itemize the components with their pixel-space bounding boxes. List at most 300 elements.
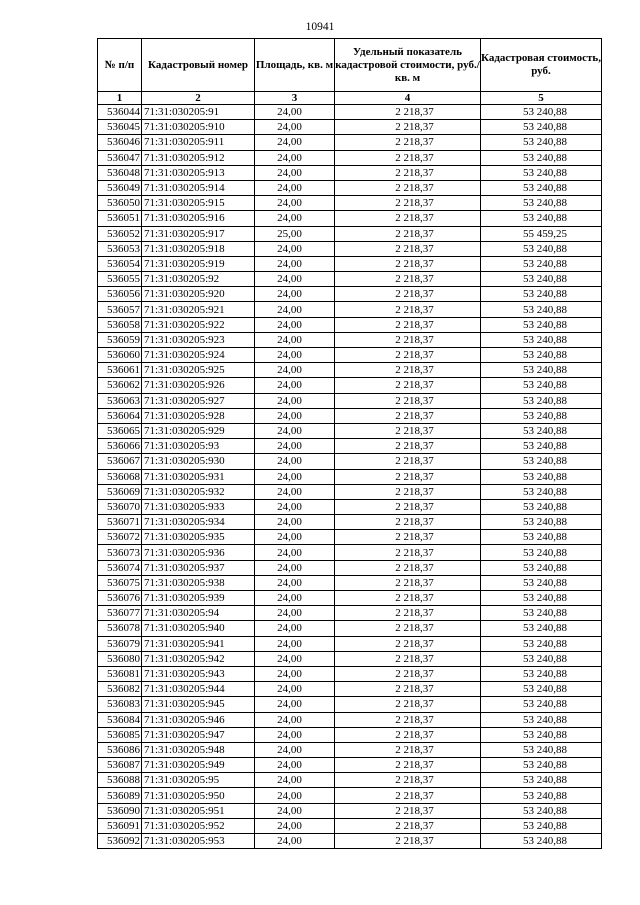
row-number-cell: 536086	[98, 742, 142, 757]
area-cell: 24,00	[255, 150, 335, 165]
cadastral-number-cell: 71:31:030205:940	[142, 621, 255, 636]
cadastral-number-cell: 71:31:030205:937	[142, 560, 255, 575]
area-cell: 24,00	[255, 302, 335, 317]
area-cell: 24,00	[255, 651, 335, 666]
row-number-cell: 536057	[98, 302, 142, 317]
area-cell: 24,00	[255, 165, 335, 180]
area-cell: 24,00	[255, 105, 335, 120]
header-cadastral-number: Кадастровый номер	[142, 39, 255, 92]
area-cell: 24,00	[255, 742, 335, 757]
row-number-cell: 536044	[98, 105, 142, 120]
specific-value-cell: 2 218,37	[335, 439, 481, 454]
cadastral-value-cell: 53 240,88	[481, 515, 602, 530]
row-number-cell: 536059	[98, 332, 142, 347]
specific-value-cell: 2 218,37	[335, 697, 481, 712]
cadastral-number-cell: 71:31:030205:918	[142, 241, 255, 256]
cadastral-value-cell: 53 240,88	[481, 348, 602, 363]
specific-value-cell: 2 218,37	[335, 515, 481, 530]
table-row	[98, 454, 602, 469]
area-cell: 24,00	[255, 180, 335, 195]
area-cell: 24,00	[255, 256, 335, 271]
row-number-cell: 536073	[98, 545, 142, 560]
cadastral-value-table	[97, 38, 602, 849]
cadastral-value-cell: 53 240,88	[481, 332, 602, 347]
cadastral-number-cell: 71:31:030205:914	[142, 180, 255, 195]
cadastral-value-cell: 53 240,88	[481, 180, 602, 195]
cadastral-value-cell: 53 240,88	[481, 545, 602, 560]
cadastral-value-cell: 53 240,88	[481, 788, 602, 803]
table-row	[98, 727, 602, 742]
cadastral-value-cell: 53 240,88	[481, 773, 602, 788]
cadastral-number-cell: 71:31:030205:942	[142, 651, 255, 666]
cadastral-value-cell: 53 240,88	[481, 287, 602, 302]
specific-value-cell: 2 218,37	[335, 332, 481, 347]
cadastral-value-cell: 53 240,88	[481, 666, 602, 681]
area-cell: 24,00	[255, 196, 335, 211]
row-number-cell: 536083	[98, 697, 142, 712]
table-row	[98, 560, 602, 575]
row-number-cell: 536058	[98, 317, 142, 332]
area-cell: 24,00	[255, 697, 335, 712]
cadastral-value-cell: 53 240,88	[481, 469, 602, 484]
table-row	[98, 363, 602, 378]
area-cell: 24,00	[255, 530, 335, 545]
area-cell: 24,00	[255, 560, 335, 575]
column-number: 3	[255, 92, 335, 105]
area-cell: 24,00	[255, 636, 335, 651]
area-cell: 25,00	[255, 226, 335, 241]
specific-value-cell: 2 218,37	[335, 788, 481, 803]
row-number-cell: 536050	[98, 196, 142, 211]
cadastral-value-cell: 53 240,88	[481, 211, 602, 226]
cadastral-number-cell: 71:31:030205:939	[142, 591, 255, 606]
specific-value-cell: 2 218,37	[335, 484, 481, 499]
area-cell: 24,00	[255, 439, 335, 454]
specific-value-cell: 2 218,37	[335, 636, 481, 651]
table-row	[98, 515, 602, 530]
cadastral-value-cell: 53 240,88	[481, 196, 602, 211]
row-number-cell: 536055	[98, 272, 142, 287]
cadastral-value-cell: 53 240,88	[481, 165, 602, 180]
cadastral-value-cell: 53 240,88	[481, 241, 602, 256]
table-row	[98, 241, 602, 256]
row-number-cell: 536075	[98, 575, 142, 590]
table-row	[98, 636, 602, 651]
row-number-cell: 536080	[98, 651, 142, 666]
specific-value-cell: 2 218,37	[335, 135, 481, 150]
table-row	[98, 545, 602, 560]
area-cell: 24,00	[255, 120, 335, 135]
cadastral-number-cell: 71:31:030205:95	[142, 773, 255, 788]
table-row	[98, 803, 602, 818]
specific-value-cell: 2 218,37	[335, 651, 481, 666]
area-cell: 24,00	[255, 712, 335, 727]
table-row	[98, 758, 602, 773]
table-row	[98, 348, 602, 363]
row-number-cell: 536070	[98, 499, 142, 514]
area-cell: 24,00	[255, 591, 335, 606]
cadastral-value-cell: 53 240,88	[481, 317, 602, 332]
specific-value-cell: 2 218,37	[335, 302, 481, 317]
cadastral-number-cell: 71:31:030205:935	[142, 530, 255, 545]
cadastral-value-cell: 53 240,88	[481, 302, 602, 317]
cadastral-value-cell: 53 240,88	[481, 150, 602, 165]
cadastral-value-cell: 53 240,88	[481, 818, 602, 833]
cadastral-number-cell: 71:31:030205:947	[142, 727, 255, 742]
specific-value-cell: 2 218,37	[335, 818, 481, 833]
row-number-cell: 536061	[98, 363, 142, 378]
table-row	[98, 180, 602, 195]
cadastral-number-cell: 71:31:030205:915	[142, 196, 255, 211]
cadastral-number-cell: 71:31:030205:916	[142, 211, 255, 226]
table-row	[98, 697, 602, 712]
cadastral-value-cell: 53 240,88	[481, 606, 602, 621]
area-cell: 24,00	[255, 332, 335, 347]
row-number-cell: 536065	[98, 423, 142, 438]
cadastral-number-cell: 71:31:030205:934	[142, 515, 255, 530]
cadastral-value-cell: 53 240,88	[481, 742, 602, 757]
row-number-cell: 536090	[98, 803, 142, 818]
row-number-cell: 536089	[98, 788, 142, 803]
row-number-cell: 536088	[98, 773, 142, 788]
area-cell: 24,00	[255, 454, 335, 469]
specific-value-cell: 2 218,37	[335, 469, 481, 484]
table-row	[98, 287, 602, 302]
specific-value-cell: 2 218,37	[335, 742, 481, 757]
cadastral-number-cell: 71:31:030205:912	[142, 150, 255, 165]
cadastral-value-cell: 53 240,88	[481, 135, 602, 150]
cadastral-value-cell: 53 240,88	[481, 560, 602, 575]
table-row	[98, 211, 602, 226]
specific-value-cell: 2 218,37	[335, 287, 481, 302]
table-row	[98, 135, 602, 150]
cadastral-number-cell: 71:31:030205:92	[142, 272, 255, 287]
specific-value-cell: 2 218,37	[335, 272, 481, 287]
row-number-cell: 536072	[98, 530, 142, 545]
column-number: 5	[481, 92, 602, 105]
specific-value-cell: 2 218,37	[335, 150, 481, 165]
row-number-cell: 536085	[98, 727, 142, 742]
cadastral-number-cell: 71:31:030205:938	[142, 575, 255, 590]
header-row	[98, 39, 602, 92]
cadastral-number-cell: 71:31:030205:925	[142, 363, 255, 378]
area-cell: 24,00	[255, 515, 335, 530]
cadastral-number-cell: 71:31:030205:91	[142, 105, 255, 120]
specific-value-cell: 2 218,37	[335, 211, 481, 226]
area-cell: 24,00	[255, 788, 335, 803]
specific-value-cell: 2 218,37	[335, 606, 481, 621]
cadastral-number-cell: 71:31:030205:920	[142, 287, 255, 302]
row-number-cell: 536048	[98, 165, 142, 180]
area-cell: 24,00	[255, 666, 335, 681]
row-number-cell: 536053	[98, 241, 142, 256]
cadastral-value-cell: 53 240,88	[481, 272, 602, 287]
cadastral-number-cell: 71:31:030205:949	[142, 758, 255, 773]
area-cell: 24,00	[255, 393, 335, 408]
cadastral-number-cell: 71:31:030205:945	[142, 697, 255, 712]
cadastral-number-cell: 71:31:030205:944	[142, 682, 255, 697]
specific-value-cell: 2 218,37	[335, 621, 481, 636]
cadastral-value-cell: 53 240,88	[481, 378, 602, 393]
specific-value-cell: 2 218,37	[335, 499, 481, 514]
specific-value-cell: 2 218,37	[335, 545, 481, 560]
cadastral-number-cell: 71:31:030205:928	[142, 408, 255, 423]
table-row	[98, 256, 602, 271]
specific-value-cell: 2 218,37	[335, 727, 481, 742]
area-cell: 24,00	[255, 241, 335, 256]
cadastral-value-cell: 53 240,88	[481, 120, 602, 135]
specific-value-cell: 2 218,37	[335, 591, 481, 606]
area-cell: 24,00	[255, 818, 335, 833]
specific-value-cell: 2 218,37	[335, 560, 481, 575]
row-number-cell: 536071	[98, 515, 142, 530]
specific-value-cell: 2 218,37	[335, 773, 481, 788]
area-cell: 24,00	[255, 348, 335, 363]
row-number-cell: 536084	[98, 712, 142, 727]
row-number-cell: 536052	[98, 226, 142, 241]
area-cell: 24,00	[255, 803, 335, 818]
cadastral-value-cell: 53 240,88	[481, 591, 602, 606]
specific-value-cell: 2 218,37	[335, 834, 481, 849]
area-cell: 24,00	[255, 287, 335, 302]
table-row	[98, 591, 602, 606]
specific-value-cell: 2 218,37	[335, 348, 481, 363]
specific-value-cell: 2 218,37	[335, 575, 481, 590]
cadastral-number-cell: 71:31:030205:921	[142, 302, 255, 317]
cadastral-number-cell: 71:31:030205:946	[142, 712, 255, 727]
cadastral-value-cell: 53 240,88	[481, 758, 602, 773]
table-row	[98, 469, 602, 484]
cadastral-value-cell: 53 240,88	[481, 439, 602, 454]
table-row	[98, 712, 602, 727]
cadastral-number-cell: 71:31:030205:933	[142, 499, 255, 514]
cadastral-value-cell: 53 240,88	[481, 712, 602, 727]
page-number: 10941	[305, 21, 335, 33]
cadastral-value-cell: 53 240,88	[481, 621, 602, 636]
row-number-cell: 536069	[98, 484, 142, 499]
header-cadastral-value: Кадастровая стоимость, руб.	[481, 39, 602, 92]
area-cell: 24,00	[255, 272, 335, 287]
table-row	[98, 666, 602, 681]
row-number-cell: 536062	[98, 378, 142, 393]
cadastral-number-cell: 71:31:030205:911	[142, 135, 255, 150]
specific-value-cell: 2 218,37	[335, 180, 481, 195]
specific-value-cell: 2 218,37	[335, 120, 481, 135]
area-cell: 24,00	[255, 773, 335, 788]
cadastral-number-cell: 71:31:030205:931	[142, 469, 255, 484]
table-row	[98, 439, 602, 454]
row-number-cell: 536079	[98, 636, 142, 651]
column-number: 1	[98, 92, 142, 105]
cadastral-value-cell: 53 240,88	[481, 636, 602, 651]
area-cell: 24,00	[255, 423, 335, 438]
cadastral-value-cell: 53 240,88	[481, 484, 602, 499]
table-row	[98, 818, 602, 833]
row-number-cell: 536087	[98, 758, 142, 773]
table-row	[98, 105, 602, 120]
table-body	[98, 105, 602, 849]
row-number-cell: 536063	[98, 393, 142, 408]
cadastral-value-cell: 55 459,25	[481, 226, 602, 241]
table-row	[98, 606, 602, 621]
area-cell: 24,00	[255, 606, 335, 621]
header-area: Площадь, кв. м	[255, 39, 335, 92]
table-row	[98, 196, 602, 211]
row-number-cell: 536074	[98, 560, 142, 575]
cadastral-number-cell: 71:31:030205:913	[142, 165, 255, 180]
cadastral-value-cell: 53 240,88	[481, 454, 602, 469]
column-number-row	[98, 92, 602, 105]
cadastral-number-cell: 71:31:030205:936	[142, 545, 255, 560]
area-cell: 24,00	[255, 211, 335, 226]
row-number-cell: 536067	[98, 454, 142, 469]
area-cell: 24,00	[255, 834, 335, 849]
specific-value-cell: 2 218,37	[335, 378, 481, 393]
table-row	[98, 788, 602, 803]
specific-value-cell: 2 218,37	[335, 758, 481, 773]
table-row	[98, 165, 602, 180]
table-row	[98, 834, 602, 849]
cadastral-number-cell: 71:31:030205:952	[142, 818, 255, 833]
table-row	[98, 773, 602, 788]
cadastral-value-cell: 53 240,88	[481, 651, 602, 666]
cadastral-value-cell: 53 240,88	[481, 408, 602, 423]
cadastral-number-cell: 71:31:030205:948	[142, 742, 255, 757]
table-row	[98, 651, 602, 666]
cadastral-number-cell: 71:31:030205:923	[142, 332, 255, 347]
row-number-cell: 536060	[98, 348, 142, 363]
area-cell: 24,00	[255, 363, 335, 378]
cadastral-value-cell: 53 240,88	[481, 575, 602, 590]
cadastral-value-cell: 53 240,88	[481, 834, 602, 849]
cadastral-number-cell: 71:31:030205:927	[142, 393, 255, 408]
cadastral-value-cell: 53 240,88	[481, 363, 602, 378]
row-number-cell: 536068	[98, 469, 142, 484]
row-number-cell: 536078	[98, 621, 142, 636]
table-row	[98, 408, 602, 423]
cadastral-value-cell: 53 240,88	[481, 697, 602, 712]
table-row	[98, 742, 602, 757]
column-number: 4	[335, 92, 481, 105]
cadastral-number-cell: 71:31:030205:930	[142, 454, 255, 469]
row-number-cell: 536051	[98, 211, 142, 226]
table-row	[98, 332, 602, 347]
row-number-cell: 536077	[98, 606, 142, 621]
cadastral-value-cell: 53 240,88	[481, 423, 602, 438]
area-cell: 24,00	[255, 682, 335, 697]
specific-value-cell: 2 218,37	[335, 454, 481, 469]
table-row	[98, 423, 602, 438]
specific-value-cell: 2 218,37	[335, 530, 481, 545]
area-cell: 24,00	[255, 545, 335, 560]
cadastral-number-cell: 71:31:030205:932	[142, 484, 255, 499]
cadastral-value-cell: 53 240,88	[481, 499, 602, 514]
cadastral-value-cell: 53 240,88	[481, 256, 602, 271]
row-number-cell: 536091	[98, 818, 142, 833]
table-row	[98, 120, 602, 135]
specific-value-cell: 2 218,37	[335, 408, 481, 423]
area-cell: 24,00	[255, 408, 335, 423]
row-number-cell: 536064	[98, 408, 142, 423]
cadastral-number-cell: 71:31:030205:910	[142, 120, 255, 135]
cadastral-number-cell: 71:31:030205:924	[142, 348, 255, 363]
specific-value-cell: 2 218,37	[335, 666, 481, 681]
cadastral-number-cell: 71:31:030205:94	[142, 606, 255, 621]
row-number-cell: 536081	[98, 666, 142, 681]
table-row	[98, 682, 602, 697]
area-cell: 24,00	[255, 135, 335, 150]
table-row	[98, 378, 602, 393]
row-number-cell: 536046	[98, 135, 142, 150]
table-row	[98, 317, 602, 332]
table-row	[98, 621, 602, 636]
area-cell: 24,00	[255, 378, 335, 393]
row-number-cell: 536092	[98, 834, 142, 849]
cadastral-number-cell: 71:31:030205:941	[142, 636, 255, 651]
table-row	[98, 302, 602, 317]
column-number: 2	[142, 92, 255, 105]
table-row	[98, 484, 602, 499]
cadastral-number-cell: 71:31:030205:951	[142, 803, 255, 818]
specific-value-cell: 2 218,37	[335, 317, 481, 332]
area-cell: 24,00	[255, 469, 335, 484]
table-row	[98, 226, 602, 241]
cadastral-number-cell: 71:31:030205:926	[142, 378, 255, 393]
table-row	[98, 530, 602, 545]
row-number-cell: 536066	[98, 439, 142, 454]
specific-value-cell: 2 218,37	[335, 712, 481, 727]
cadastral-number-cell: 71:31:030205:950	[142, 788, 255, 803]
row-number-cell: 536045	[98, 120, 142, 135]
row-number-cell: 536076	[98, 591, 142, 606]
area-cell: 24,00	[255, 317, 335, 332]
cadastral-number-cell: 71:31:030205:93	[142, 439, 255, 454]
table-header	[98, 39, 602, 105]
cadastral-number-cell: 71:31:030205:919	[142, 256, 255, 271]
specific-value-cell: 2 218,37	[335, 196, 481, 211]
cadastral-value-cell: 53 240,88	[481, 803, 602, 818]
cadastral-number-cell: 71:31:030205:929	[142, 423, 255, 438]
row-number-cell: 536047	[98, 150, 142, 165]
area-cell: 24,00	[255, 621, 335, 636]
specific-value-cell: 2 218,37	[335, 226, 481, 241]
table-row	[98, 150, 602, 165]
specific-value-cell: 2 218,37	[335, 241, 481, 256]
table-row	[98, 575, 602, 590]
row-number-cell: 536082	[98, 682, 142, 697]
cadastral-value-cell: 53 240,88	[481, 682, 602, 697]
area-cell: 24,00	[255, 758, 335, 773]
cadastral-number-cell: 71:31:030205:917	[142, 226, 255, 241]
area-cell: 24,00	[255, 499, 335, 514]
specific-value-cell: 2 218,37	[335, 393, 481, 408]
specific-value-cell: 2 218,37	[335, 363, 481, 378]
specific-value-cell: 2 218,37	[335, 165, 481, 180]
cadastral-value-cell: 53 240,88	[481, 727, 602, 742]
row-number-cell: 536056	[98, 287, 142, 302]
header-row-number: № п/п	[98, 39, 142, 92]
specific-value-cell: 2 218,37	[335, 803, 481, 818]
area-cell: 24,00	[255, 727, 335, 742]
area-cell: 24,00	[255, 484, 335, 499]
table-row	[98, 272, 602, 287]
specific-value-cell: 2 218,37	[335, 682, 481, 697]
row-number-cell: 536049	[98, 180, 142, 195]
area-cell: 24,00	[255, 575, 335, 590]
specific-value-cell: 2 218,37	[335, 423, 481, 438]
header-specific-value: Удельный показатель кадастровой стоимости, руб./кв. м	[335, 39, 481, 92]
cadastral-number-cell: 71:31:030205:953	[142, 834, 255, 849]
